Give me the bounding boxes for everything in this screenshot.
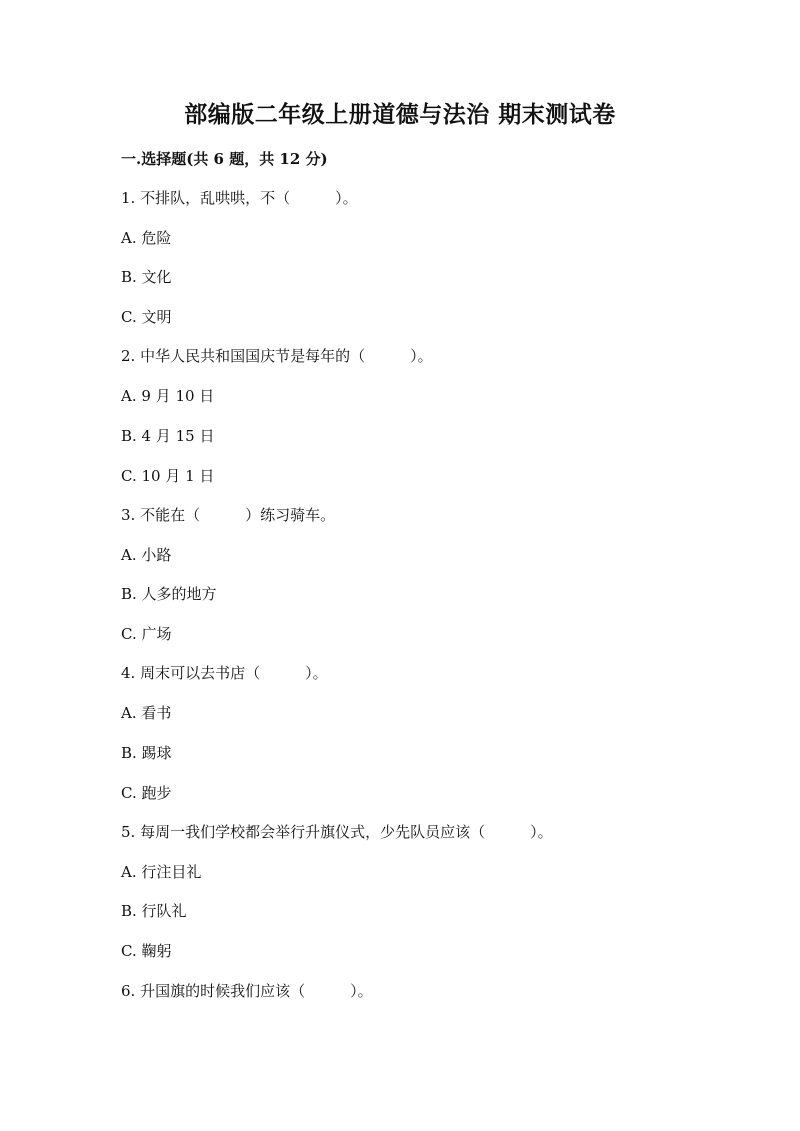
question-5-option-c: C. 鞠躬 <box>121 942 172 960</box>
question-4-option-c: C. 跑步 <box>121 784 172 802</box>
question-2-stem: 2. 中华人民共和国国庆节是每年的（ ）。 <box>121 347 433 365</box>
question-5-option-b: B. 行队礼 <box>121 902 187 920</box>
question-3-option-a: A. 小路 <box>121 546 172 564</box>
question-1-stem: 1. 不排队，乱哄哄，不（ ）。 <box>121 189 358 207</box>
question-3-option-b: B. 人多的地方 <box>121 585 217 603</box>
page-title: 部编版二年级上册道德与法治 期末测试卷 <box>184 101 616 128</box>
question-1-option-b: B. 文化 <box>121 268 172 286</box>
question-4-option-a: A. 看书 <box>121 704 172 722</box>
question-5-stem: 5. 每周一我们学校都会举行升旗仪式，少先队员应该（ ）。 <box>121 823 553 841</box>
question-2-option-a: A. 9 月 10 日 <box>121 387 215 405</box>
section-heading: 一.选择题(共 6 题，共 12 分) <box>121 150 328 168</box>
question-3-option-c: C. 广场 <box>121 625 172 643</box>
question-4-stem: 4. 周末可以去书店（ ）。 <box>121 664 328 682</box>
question-1-option-c: C. 文明 <box>121 308 172 326</box>
question-1-option-a: A. 危险 <box>121 229 172 247</box>
question-3-stem: 3. 不能在（ ）练习骑车。 <box>121 506 336 524</box>
question-4-option-b: B. 踢球 <box>121 744 172 762</box>
question-2-option-b: B. 4 月 15 日 <box>121 427 215 445</box>
question-6-stem: 6. 升国旗的时候我们应该（ ）。 <box>121 982 373 1000</box>
question-2-option-c: C. 10 月 1 日 <box>121 467 215 485</box>
question-5-option-a: A. 行注目礼 <box>121 863 202 881</box>
